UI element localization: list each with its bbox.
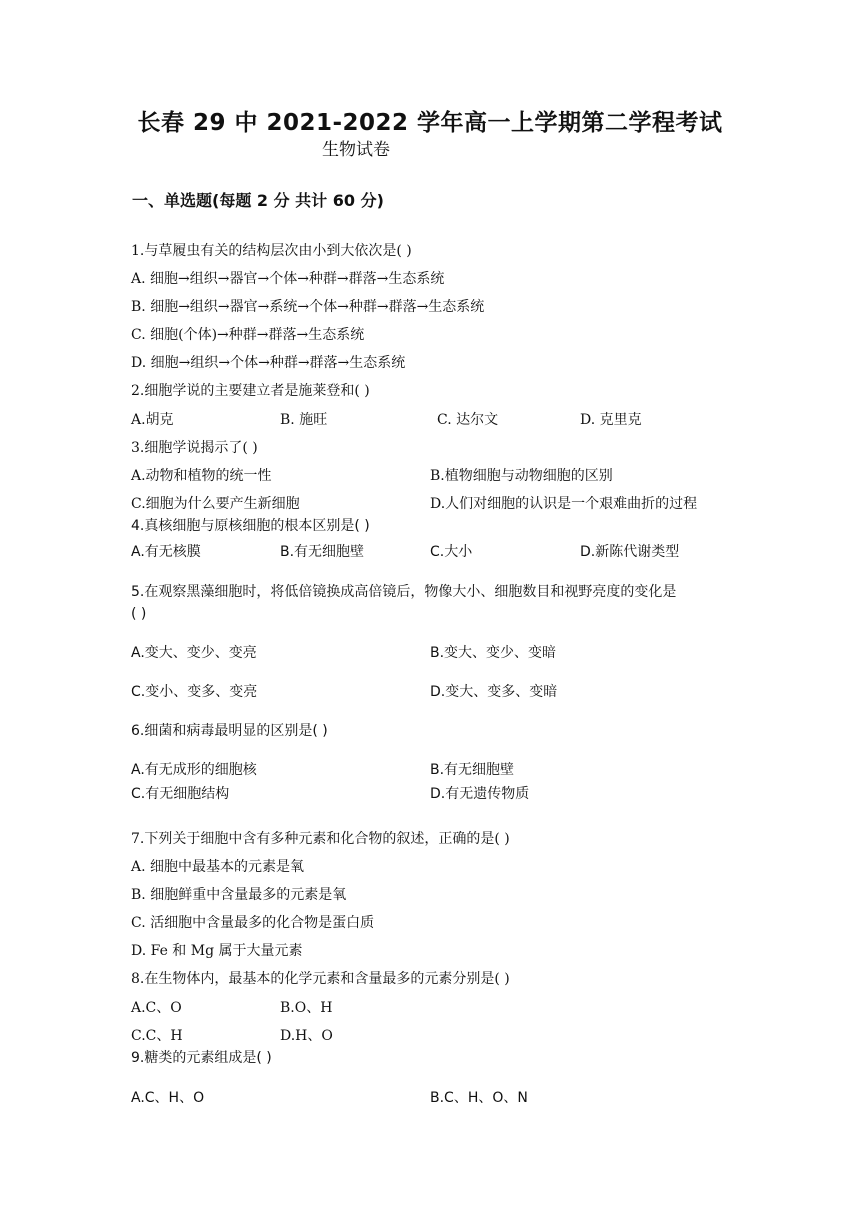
question-2-option-d: D. 克里克 — [580, 412, 642, 428]
question-1-option-a: A. 细胞→组织→器官→个体→种群→群落→生态系统 — [131, 271, 445, 287]
question-1-option-b: B. 细胞→组织→器官→系统→个体→种群→群落→生态系统 — [131, 299, 485, 315]
question-6-option-a: A.有无成形的细胞核 — [131, 762, 257, 778]
exam-title: 长春 29 中 2021-2022 学年高一上学期第二学程考试 — [137, 110, 723, 136]
question-1-stem: 1.与草履虫有关的结构层次由小到大依次是( ) — [131, 243, 412, 259]
question-3-option-d: D.人们对细胞的认识是一个艰难曲折的过程 — [430, 496, 698, 512]
question-7-option-b: B. 细胞鲜重中含量最多的元素是氧 — [131, 887, 347, 903]
question-3-option-b: B.植物细胞与动物细胞的区别 — [430, 468, 613, 484]
question-9-stem: 9.糖类的元素组成是( ) — [131, 1050, 272, 1066]
question-7-stem: 7.下列关于细胞中含有多种元素和化合物的叙述，正确的是( ) — [131, 831, 510, 847]
question-7-option-a: A. 细胞中最基本的元素是氧 — [131, 859, 305, 875]
question-6-option-b: B.有无细胞壁 — [430, 762, 515, 778]
question-3-stem: 3.细胞学说揭示了( ) — [131, 440, 258, 456]
question-9-option-b: B.C、H、O、N — [430, 1090, 528, 1106]
question-4-option-d: D.新陈代谢类型 — [580, 544, 680, 560]
question-2-option-b: B. 施旺 — [280, 412, 328, 428]
question-8-option-d: D.H、O — [280, 1028, 333, 1044]
question-5-option-a: A.变大、变少、变亮 — [131, 645, 257, 661]
question-1-option-c: C. 细胞(个体)→种群→群落→生态系统 — [131, 327, 365, 343]
question-2-option-c: C. 达尔文 — [437, 412, 499, 428]
question-2-stem: 2.细胞学说的主要建立者是施莱登和( ) — [131, 383, 370, 399]
question-5-option-d: D.变大、变多、变暗 — [430, 684, 558, 700]
question-9-option-a: A.C、H、O — [131, 1090, 205, 1106]
question-7-option-d: D. Fe 和 Mg 属于大量元素 — [131, 943, 303, 959]
question-6-option-c: C.有无细胞结构 — [131, 786, 230, 802]
question-3-option-c: C.细胞为什么要产生新细胞 — [131, 496, 300, 512]
question-4-option-b: B.有无细胞壁 — [280, 544, 365, 560]
question-6-stem: 6.细菌和病毒最明显的区别是( ) — [131, 723, 328, 739]
exam-subtitle: 生物试卷 — [322, 140, 390, 160]
question-7-option-c: C. 活细胞中含量最多的化合物是蛋白质 — [131, 915, 375, 931]
question-5-stem-paren: ( ) — [131, 606, 147, 622]
question-8-option-c: C.C、H — [131, 1028, 183, 1044]
question-8-option-a: A.C、O — [131, 1000, 182, 1016]
question-4-option-c: C.大小 — [430, 544, 473, 560]
question-5-option-c: C.变小、变多、变亮 — [131, 684, 258, 700]
question-2-option-a: A.胡克 — [131, 412, 174, 428]
question-3-option-a: A.动物和植物的统一性 — [131, 468, 272, 484]
question-1-option-d: D. 细胞→组织→个体→种群→群落→生态系统 — [131, 355, 406, 371]
question-4-stem: 4.真核细胞与原核细胞的根本区别是( ) — [131, 518, 370, 534]
section-heading: 一、单选题(每题 2 分 共计 60 分) — [132, 191, 384, 210]
question-8-stem: 8.在生物体内，最基本的化学元素和含量最多的元素分别是( ) — [131, 971, 510, 987]
question-5-option-b: B.变大、变少、变暗 — [430, 645, 557, 661]
question-6-option-d: D.有无遗传物质 — [430, 786, 530, 802]
question-4-option-a: A.有无核膜 — [131, 544, 201, 560]
question-8-option-b: B.O、H — [280, 1000, 333, 1016]
question-5-stem: 5.在观察黑藻细胞时，将低倍镜换成高倍镜后，物像大小、细胞数目和视野亮度的变化是 — [131, 584, 677, 600]
